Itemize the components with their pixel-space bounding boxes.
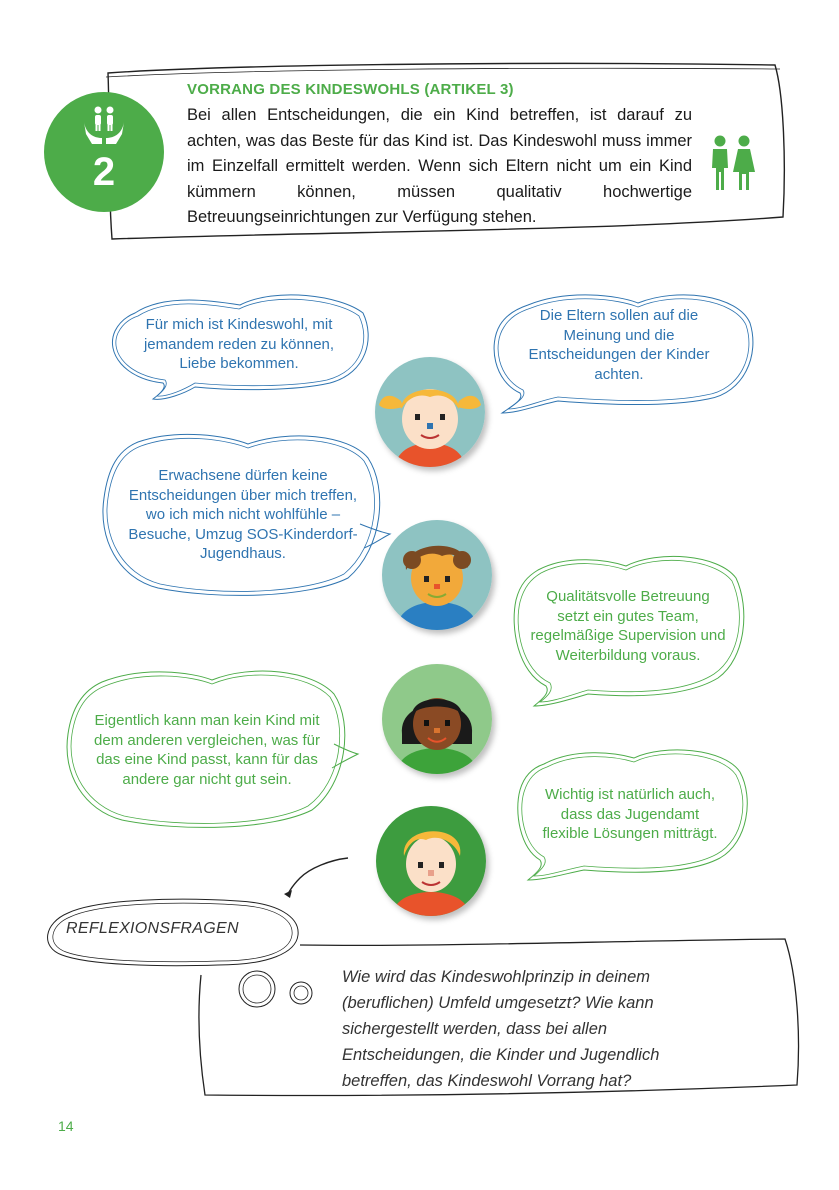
girl-blonde-pigtails-avatar (375, 357, 485, 467)
boy-ginger-hair-avatar (376, 806, 486, 916)
quote-text: Erwachsene dürfen keine Entscheidungen über mich treffen, wo ich mich nicht wohlfühle – Besuche, Umzug SOS-Kinderdorf-Jugendhaus. (128, 467, 358, 562)
reflection-body: Wie wird das Kindeswohlprinzip in deinem (beruflichen) Umfeld umgesetzt? Wie kann sichergestellt werden, dass bei allen Entscheidungen, die Kinder und Jugendlich betreffen, das Kindeswohl Vorrang hat? (342, 968, 660, 1090)
quote-text: Die Eltern sollen auf die Meinung und die Entscheidungen der Kinder achten. (528, 307, 710, 383)
girl-black-hair-avatar (382, 664, 492, 774)
page-number: 14 (58, 1118, 74, 1134)
arrow-doodle (270, 850, 360, 900)
reflection-title: REFLEXIONSFRAGEN (66, 920, 239, 937)
two-children-icon (708, 134, 756, 192)
quote-text: Wichtig ist natürlich auch, dass das Jugendamt flexible Lösungen mitträgt. (542, 786, 718, 842)
quote-text: Qualitätsvolle Betreuung setzt ein gutes Team, regelmäßige Supervision und Weiterbildung voraus. (530, 588, 726, 664)
article-number: 2 (92, 150, 116, 194)
quote-text: Eigentlich kann man kein Kind mit dem anderen vergleichen, was für das eine Kind passt, kann für das andere gar nicht gut sein. (94, 712, 320, 788)
quote-text: Für mich ist Kindeswohl, mit jemandem reden zu können, Liebe bekommen. (143, 316, 335, 372)
boy-curly-brown-hair-avatar (382, 520, 492, 630)
article-title: VORRANG DES KINDESWOHLS (ARTIKEL 3) (187, 81, 514, 98)
article-number-badge (44, 92, 164, 212)
article-body: Bei allen Entscheidungen, die ein Kind betreffen, ist darauf zu achten, was das Beste für das Kind ist. Das Kindeswohl muss immer im Einzelfall ermittelt werden. Wenn sich Eltern nicht um ein Kind kümmern können, müssen qualitativ hochwertige Betreuungseinrichtungen zur Verfügung stehen. (187, 106, 692, 226)
hands-holding-children-icon (82, 104, 126, 148)
